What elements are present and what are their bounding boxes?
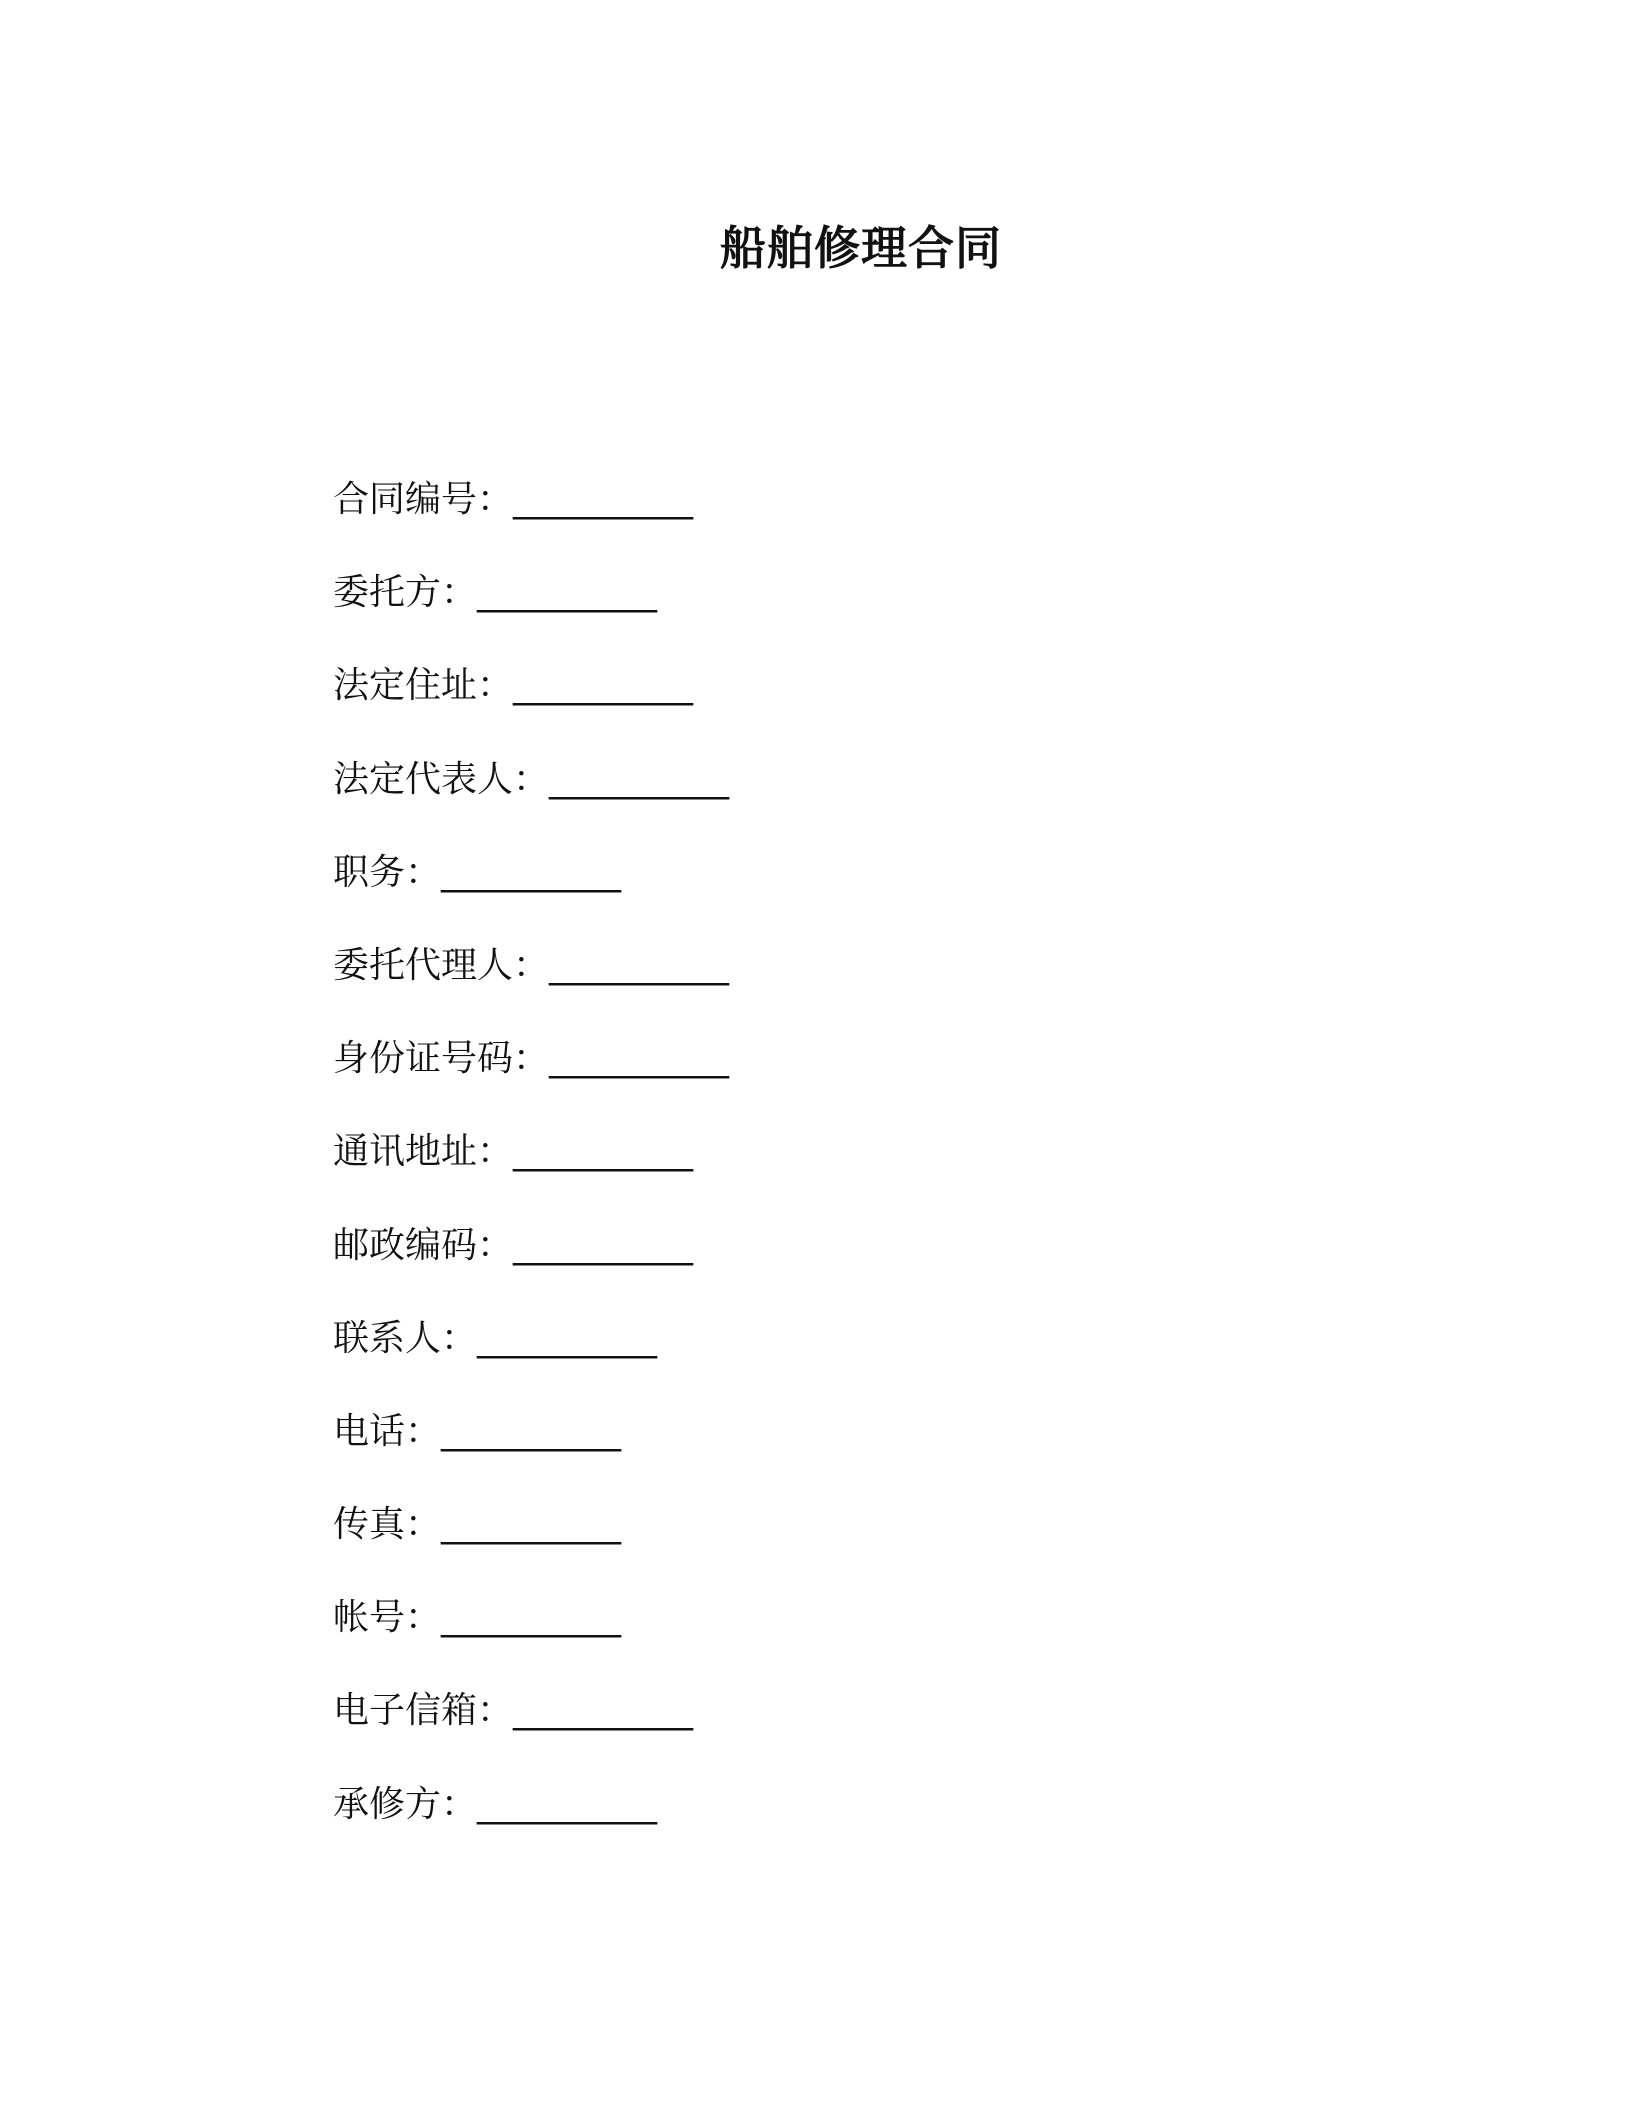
- field-label: 身份证号码：: [333, 1038, 550, 1080]
- field-label: 传真：: [333, 1504, 442, 1546]
- field-label: 电子信箱：: [333, 1690, 514, 1732]
- field-position: [333, 843, 729, 936]
- field-blank: __________: [441, 1410, 622, 1452]
- field-label: 委托代理人：: [333, 944, 550, 986]
- field-blank: __________: [477, 1783, 658, 1825]
- field-blank: __________: [477, 1317, 658, 1359]
- document-title: 船舶修理合同: [720, 221, 1002, 275]
- field-blank: __________: [549, 944, 730, 986]
- field-label: 委托方：: [333, 572, 478, 614]
- field-postal-code: [333, 1216, 729, 1309]
- field-label: 通讯地址：: [333, 1131, 514, 1173]
- field-client: [333, 563, 729, 656]
- field-label: 职务：: [333, 851, 442, 893]
- field-label: 法定住址：: [333, 665, 514, 707]
- field-blank: __________: [513, 479, 694, 520]
- field-fax: [333, 1495, 729, 1588]
- field-label: 合同编号：: [333, 479, 514, 520]
- field-label: 承修方：: [333, 1783, 478, 1825]
- field-contract-number: [333, 470, 729, 563]
- field-blank: __________: [513, 1690, 694, 1732]
- field-legal-address: [333, 656, 729, 749]
- field-contact-person: [333, 1309, 729, 1402]
- contract-fields-list: [333, 470, 729, 1868]
- field-authorized-agent: [333, 936, 729, 1029]
- field-blank: __________: [513, 665, 694, 707]
- field-label: 帐号：: [333, 1597, 442, 1639]
- field-legal-representative: [333, 750, 729, 843]
- field-account-number: [333, 1588, 729, 1681]
- field-phone: [333, 1402, 729, 1495]
- field-label: 电话：: [333, 1410, 442, 1452]
- field-blank: __________: [477, 572, 658, 614]
- field-blank: __________: [549, 758, 730, 800]
- field-blank: __________: [549, 1038, 730, 1080]
- field-email: [333, 1681, 729, 1774]
- field-blank: __________: [441, 851, 622, 893]
- field-blank: __________: [513, 1224, 694, 1266]
- field-mailing-address: [333, 1122, 729, 1215]
- field-blank: __________: [513, 1131, 694, 1173]
- field-label: 邮政编码：: [333, 1224, 514, 1266]
- field-label: 联系人：: [333, 1317, 478, 1359]
- field-id-number: [333, 1029, 729, 1122]
- field-blank: __________: [441, 1504, 622, 1546]
- field-blank: __________: [441, 1597, 622, 1639]
- field-label: 法定代表人：: [333, 758, 550, 800]
- field-repairer: [333, 1775, 729, 1868]
